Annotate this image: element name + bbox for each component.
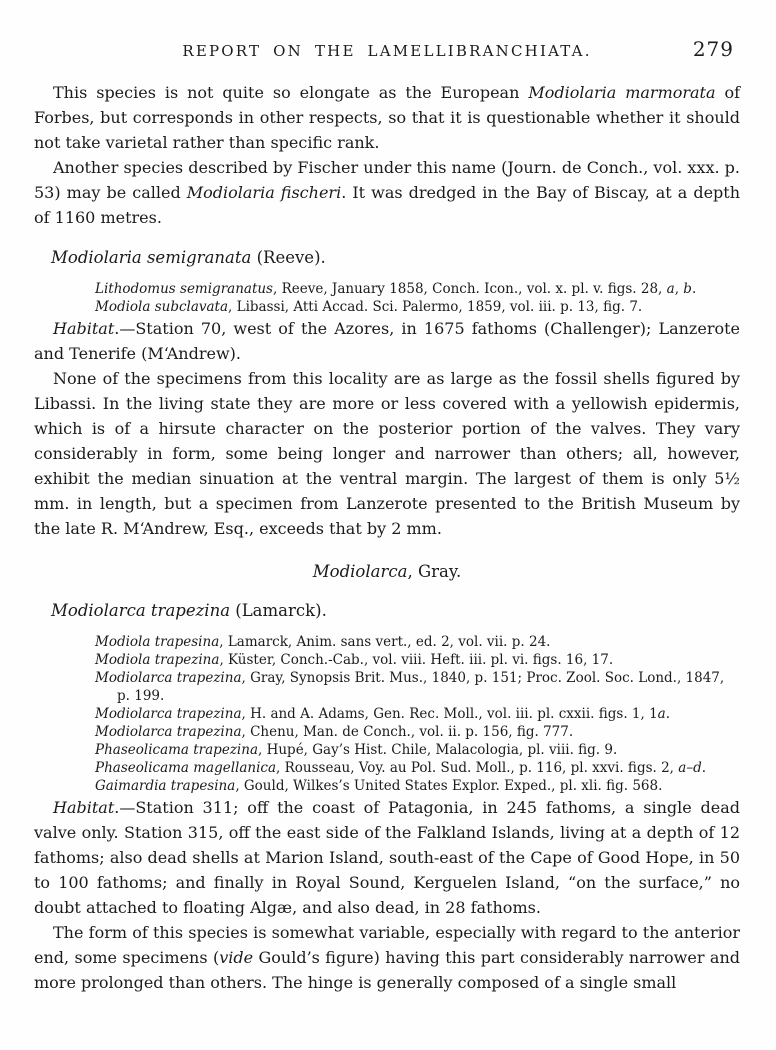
italic-text: Habitat xyxy=(53,319,115,338)
species-heading-modiolarca-trapezina xyxy=(51,599,740,623)
italic-text: Modiolaria fischeri xyxy=(186,183,342,202)
synonymy-entry xyxy=(95,759,736,777)
paragraph-elongate-comparison xyxy=(34,80,740,155)
synonymy-entry xyxy=(95,651,736,669)
italic-text: Phaseolicama trapezina xyxy=(95,742,258,758)
text: , Reeve, January 1858, Conch. Icon., vol. x. pl. v. figs. 28, xyxy=(273,281,667,297)
italic-text: Gaimardia trapesina xyxy=(95,778,236,794)
synonymy-entry xyxy=(95,723,736,741)
text: (Reeve). xyxy=(251,248,326,267)
text: (Lamarck). xyxy=(230,601,327,620)
italic-text: Modiolarca trapezina xyxy=(51,601,231,620)
running-head-title: REPORT ON THE LAMELLIBRANCHIATA. xyxy=(182,42,592,60)
text: , Lamarck, Anim. sans vert., ed. 2, vol. vii. p. 24. xyxy=(219,634,551,650)
italic-text: Lithodomus semigranatus xyxy=(95,281,273,297)
text: , Chenu, Man. de Conch., vol. ii. p. 156, fig. 777. xyxy=(241,724,574,740)
italic-text: a xyxy=(666,281,675,297)
text: . xyxy=(691,281,697,297)
italic-text: a–d xyxy=(678,760,702,776)
text: Another species described by Fischer under this name (Journ. de Conch., vol. xxx. p. 53) may be called xyxy=(34,158,740,202)
italic-text: b xyxy=(683,281,692,297)
species-heading-modiolaria-semigranata xyxy=(51,246,740,270)
text: , H. and A. Adams, Gen. Rec. Moll., vol. iii. pl. cxxii. figs. 1, 1 xyxy=(241,706,658,722)
paragraph-fischer-species xyxy=(34,155,740,230)
text: This species is not quite so elongate as the European xyxy=(53,83,529,102)
text: . xyxy=(701,760,707,776)
synonymy-entry xyxy=(95,705,736,723)
italic-text: Habitat xyxy=(53,798,115,817)
italic-text: a xyxy=(657,706,666,722)
running-head xyxy=(34,37,740,64)
page-number: 279 xyxy=(692,37,734,61)
genus-heading-modiolarca xyxy=(34,560,740,584)
habitat-trapezina xyxy=(34,795,740,920)
synonymy-entry xyxy=(95,280,736,298)
text: , Gray. xyxy=(407,562,462,581)
synonymy-entry xyxy=(95,669,736,705)
italic-text: Modiola trapesina xyxy=(95,634,220,650)
synonymy-entry xyxy=(95,741,736,759)
synonymy-list-semigranata xyxy=(95,280,736,316)
text: Gould’s figure) having this part considerably narrower and more prolonged than others. The hinge is generally composed of a single small xyxy=(34,948,740,992)
text: , Hupé, Gay’s Hist. Chile, Malacologia, pl. viii. fig. 9. xyxy=(258,742,618,758)
text: The form of this species is somewhat variable, especially with regard to the anterior end, some specimens ( xyxy=(34,923,740,967)
italic-text: Modiolarca trapezina xyxy=(95,670,242,686)
italic-text: Modiola trapezina xyxy=(95,652,220,668)
synonymy-entry xyxy=(95,777,736,795)
synonymy-entry xyxy=(95,298,736,316)
paragraph-form-variability xyxy=(34,920,740,995)
italic-text: Phaseolicama magellanica xyxy=(95,760,277,776)
synonymy-list-trapezina xyxy=(95,633,736,795)
italic-text: Modiolaria marmorata xyxy=(528,83,716,102)
synonymy-entry xyxy=(95,633,736,651)
text: , Rousseau, Voy. au Pol. Sud. Moll., p. 116, pl. xxvi. figs. 2, xyxy=(276,760,679,776)
text: . xyxy=(665,706,671,722)
habitat-semigranata xyxy=(34,316,740,366)
text: , xyxy=(674,281,684,297)
text: , Küster, Conch.-Cab., vol. viii. Heft. iii. pl. vi. figs. 16, 17. xyxy=(219,652,614,668)
italic-text: Modiola subclavata xyxy=(95,299,229,315)
italic-text: Modiolarca trapezina xyxy=(95,724,242,740)
paragraph-specimen-description xyxy=(34,366,740,541)
italic-text: Modiolarca trapezina xyxy=(95,706,242,722)
italic-text: Modiolarca xyxy=(312,562,408,581)
text: , Gould, Wilkes’s United States Explor. Exped., pl. xli. fig. 568. xyxy=(235,778,663,794)
italic-text: vide xyxy=(219,948,254,967)
text: None of the specimens from this locality are as large as the fossil shells figured by Libassi. In the living state they are more or less covered with a yellowish epidermis, which is of a hirsute character on the posterior portion of the valves. They vary considerably in form, some being longer and narrower than others; all, however, exhibit the median sinuation at the ventral margin. The largest of them is only 5½ mm. in length, but a specimen from Lanzerote presented to the British Museum by the late R. M‘Andrew, Esq., exceeds that by 2 mm. xyxy=(34,369,740,538)
text: , Libassi, Atti Accad. Sci. Palermo, 1859, vol. iii. p. 13, fig. 7. xyxy=(228,299,643,315)
text: , Gray, Synopsis Brit. Mus., 1840, p. 151; Proc. Zool. Soc. Lond., 1847, p. 199. xyxy=(117,670,725,704)
text: .—Station 311; off the coast of Patagonia, in 245 fathoms, a single dead valve only. Station 315, off the east side of the Falkland Islands, living at a depth of 12 fathoms; also dead shells at Marion Island, south-east of the Cape of Good Hope, in 50 to 100 fathoms; and finally in Royal Sound, Kerguelen Island, “on the surface,” no doubt attached to floating Algæ, and also dead, in 28 fathoms. xyxy=(34,798,740,917)
text: .—Station 70, west of the Azores, in 1675 fathoms (Challenger); Lanzerote and Tenerife (M‘Andrew). xyxy=(34,319,740,363)
text: . It was dredged in the Bay of Biscay, at a depth of 1160 metres. xyxy=(34,183,741,227)
text: of Forbes, but corresponds in other respects, so that it is questionable whether it should not take varietal rather than specific rank. xyxy=(34,83,741,152)
italic-text: Modiolaria semigranata xyxy=(51,248,252,267)
